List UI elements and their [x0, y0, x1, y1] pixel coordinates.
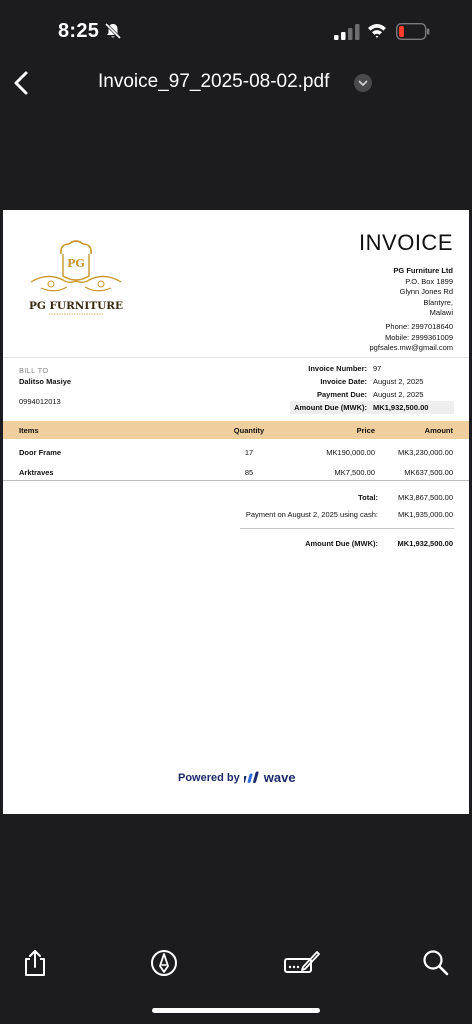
bell-slash-icon [104, 22, 122, 40]
meta-key: Invoice Number: [308, 364, 367, 373]
search-icon[interactable] [421, 948, 451, 978]
title-menu-chevron-icon[interactable] [354, 74, 372, 92]
powered-by-wave [178, 770, 296, 785]
summary-payment [3, 510, 469, 524]
table-row [3, 442, 469, 462]
summary-total [3, 493, 469, 507]
divider [3, 357, 469, 358]
company-address-line: P.O. Box 1899 [405, 276, 453, 286]
status-time: 8:25 [58, 20, 100, 42]
customer-name: Dalitso Masiye [19, 376, 72, 386]
wave-logo-icon [244, 771, 262, 784]
pg-furniture-logo [27, 232, 125, 318]
total-value: MK3,867,500.00 [397, 493, 453, 502]
company-address-block [393, 266, 453, 319]
row-amount: MK637,500.00 [404, 467, 453, 477]
header-items: Items [19, 425, 39, 435]
logo-wordmark: PG FURNITURE [28, 300, 124, 312]
pdf-page[interactable] [3, 210, 469, 814]
header-price: Price [356, 425, 375, 435]
table-row [3, 462, 469, 482]
company-mobile: Mobile: 2999361009 [385, 332, 453, 342]
meta-row [290, 375, 454, 388]
meta-value: August 2, 2025 [373, 377, 424, 386]
company-address-line: Blantyre, [423, 297, 453, 307]
markup-icon[interactable] [149, 948, 179, 978]
meta-key: Payment Due: [316, 390, 367, 399]
row-price: MK190,000.00 [326, 447, 375, 457]
header-amount: Amount [424, 425, 453, 435]
amount-due-label: Amount Due (MWK): [305, 539, 378, 548]
invoice-heading: INVOICE [359, 230, 453, 255]
status-bar [0, 0, 472, 62]
meta-row [290, 388, 454, 401]
company-contact-block [370, 322, 453, 354]
meta-value: MK1,932,500.00 [373, 403, 429, 412]
company-name: PG Furniture Ltd [393, 266, 453, 275]
row-quantity: 17 [244, 447, 254, 457]
company-phone: Phone: 2997018640 [385, 322, 453, 331]
meta-value: August 2, 2025 [373, 390, 424, 399]
row-price: MK7,500.00 [334, 467, 375, 477]
customer-phone: 0994012013 [19, 397, 61, 406]
total-label: Total: [358, 493, 378, 502]
document-title[interactable]: Invoice_97_2025-08-02.pdf [98, 71, 330, 92]
wifi-icon [367, 22, 387, 40]
signature-icon[interactable] [284, 948, 320, 978]
payment-label: Payment on August 2, 2025 using cash: [245, 510, 378, 519]
cellular-signal-icon [334, 24, 360, 40]
table-header [3, 421, 469, 439]
amount-due-value: MK1,932,500.00 [397, 539, 453, 548]
bill-to-block [19, 366, 71, 408]
powered-by-label: Powered by [178, 771, 240, 784]
company-email: pgfsales.mw@gmail.com [369, 343, 453, 352]
meta-row-amount-due [290, 401, 454, 414]
wave-brand: wave [263, 770, 296, 785]
table-divider [3, 480, 469, 481]
meta-row [290, 362, 454, 375]
meta-key: Amount Due (MWK): [294, 403, 367, 412]
row-item: Door Frame [19, 447, 62, 457]
share-icon[interactable] [20, 948, 50, 978]
row-item: Arktraves [19, 467, 54, 477]
logo-monogram: PG [67, 257, 85, 270]
home-indicator[interactable] [152, 1008, 320, 1013]
back-chevron-icon[interactable] [12, 70, 32, 96]
summary-amount-due [3, 539, 469, 553]
company-address-line: Malawi [429, 308, 453, 317]
header-quantity: Quantity [233, 425, 265, 435]
summary-divider [240, 528, 454, 529]
meta-value: 97 [373, 364, 382, 373]
row-quantity: 85 [244, 467, 254, 477]
battery-low-icon [396, 23, 430, 40]
meta-key: Invoice Date: [320, 377, 367, 386]
bill-to-label: BILL TO [19, 366, 49, 375]
row-amount: MK3,230,000.00 [397, 447, 453, 457]
invoice-meta [290, 362, 454, 414]
payment-value: MK1,935,000.00 [397, 510, 453, 519]
company-address-line: Glynn Jones Rd [399, 287, 453, 296]
